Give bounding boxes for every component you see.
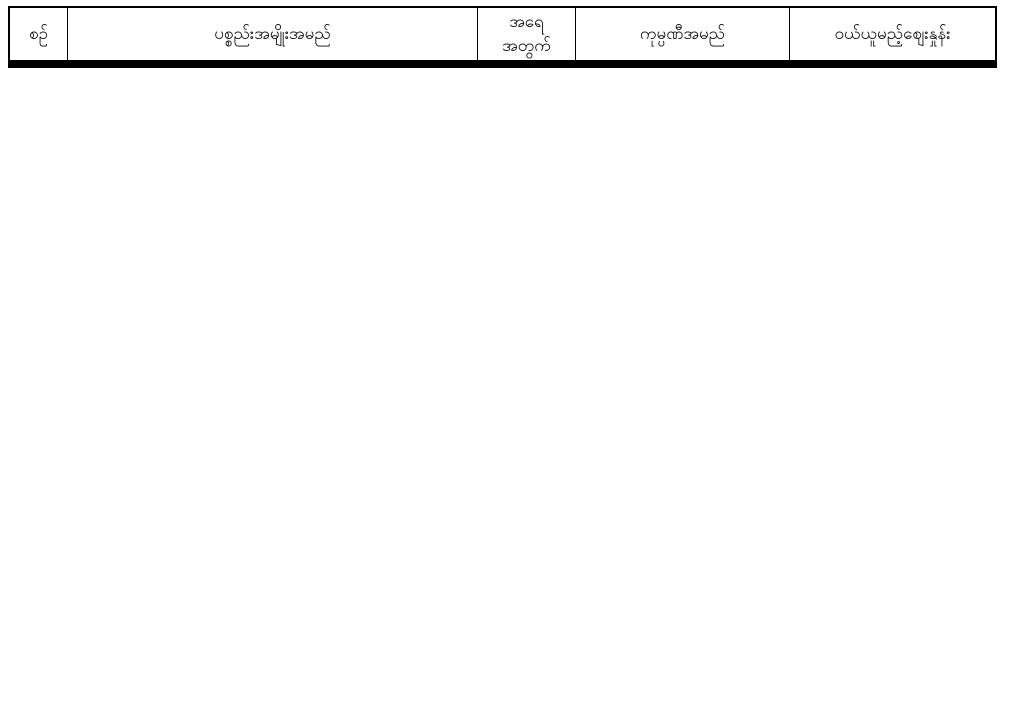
col-header-qty-line1: အရေ (509, 12, 544, 32)
table-header-row (10, 8, 995, 62)
table-body (10, 62, 995, 66)
col-header-price: ဝယ်ယူမည့်ဈေးနှုန်း (789, 8, 995, 60)
col-header-qty (477, 8, 575, 60)
procurement-table (8, 6, 997, 68)
col-header-no: စဉ် (29, 24, 48, 44)
col-header-qty-line2: အတွက် (502, 36, 551, 55)
col-header-item: ပစ္စည်းအမျိုးအမည် (67, 8, 477, 60)
col-header-company: ကုမ္ပဏီအမည် (575, 8, 789, 60)
table-section (10, 64, 995, 66)
